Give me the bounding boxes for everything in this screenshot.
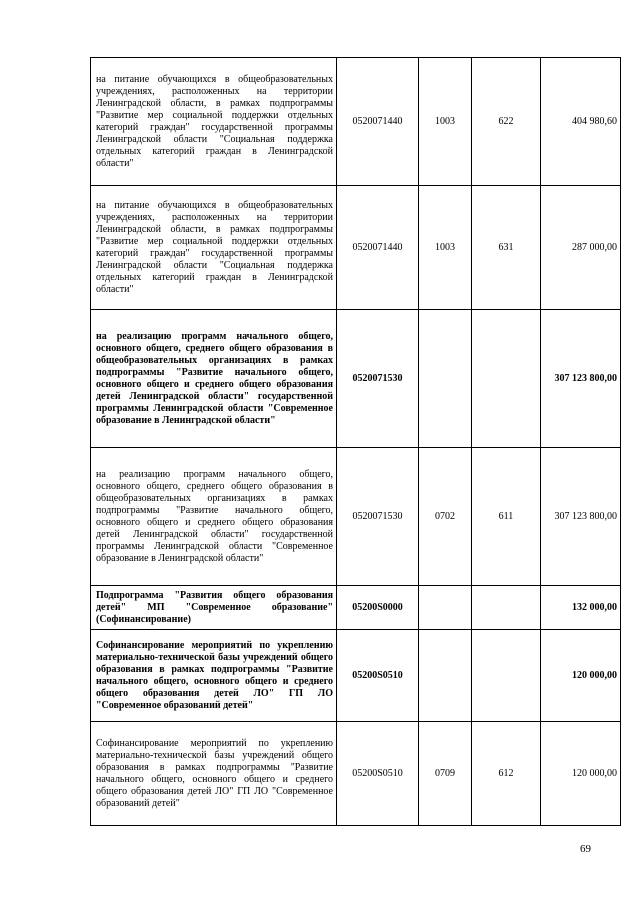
row-expense-type: 612 — [472, 722, 541, 826]
row-section: 1003 — [419, 186, 472, 310]
row-name-cell — [91, 58, 337, 186]
row-name-cell — [91, 186, 337, 310]
table-row — [91, 630, 621, 722]
row-name-cell — [91, 310, 337, 448]
row-section — [419, 630, 472, 722]
row-expense-type: 611 — [472, 448, 541, 586]
row-name-cell — [91, 722, 337, 826]
row-name: Софинансирование мероприятий по укреплению материально-технической базы учреждений общего образования в рамках подпрограммы "Развитие начального общего, основного общего и среднего общего образования детей ЛО" ГП ЛО "Современное образований детей" — [96, 737, 333, 809]
row-name: на питание обучающихся в общеобразовательных учреждениях, расположенных на территории Ленинградской области, в рамках подпрограммы "Развитие мер социальной поддержки отдельных категорий граждан" государственной программы Ленинградской области "Социальная поддержка отдельных категорий граждан в Ленинградской области" — [96, 199, 333, 295]
row-name-cell — [91, 630, 337, 722]
table-row — [91, 448, 621, 586]
row-expense-type: 631 — [472, 186, 541, 310]
row-section: 0702 — [419, 448, 472, 586]
row-expense-type — [472, 310, 541, 448]
table-row — [91, 310, 621, 448]
table-row — [91, 722, 621, 826]
row-name: Софинансирование мероприятий по укреплению материально-технической базы учреждений общего образования в рамках подпрограммы "Развитие начального общего, основного общего и среднего общего образования детей ЛО" ГП ЛО "Современное образований детей" — [96, 639, 333, 711]
row-expense-type — [472, 586, 541, 630]
row-section — [419, 586, 472, 630]
row-section — [419, 310, 472, 448]
row-code: 0520071530 — [337, 310, 419, 448]
row-name-cell — [91, 586, 337, 630]
row-name: на питание обучающихся в общеобразовательных учреждениях, расположенных на территории Ленинградской области, в рамках подпрограммы "Развитие мер социальной поддержки отдельных категорий граждан" государственной программы Ленинградской области "Социальная поддержка отдельных категорий граждан в Ленинградской области" — [96, 73, 333, 169]
row-code: 0520071440 — [337, 58, 419, 186]
row-amount: 404 980,60 — [541, 58, 621, 186]
row-name: на реализацию программ начального общего, основного общего, среднего общего образования в общеобразовательных организациях в рамках подпрограммы "Развитие начального общего, основного общего и среднего общего образования детей Ленинградской области" государственной программы Ленинградской области "Современное образование в Ленинградской области" — [96, 330, 333, 426]
table-row — [91, 186, 621, 310]
row-code: 0520071440 — [337, 186, 419, 310]
row-expense-type: 622 — [472, 58, 541, 186]
row-name-cell — [91, 448, 337, 586]
row-code: 05200S0510 — [337, 722, 419, 826]
row-amount: 307 123 800,00 — [541, 448, 621, 586]
row-code: 05200S0000 — [337, 586, 419, 630]
row-amount: 287 000,00 — [541, 186, 621, 310]
budget-table — [90, 57, 621, 826]
row-amount: 120 000,00 — [541, 722, 621, 826]
row-section: 0709 — [419, 722, 472, 826]
row-code: 05200S0510 — [337, 630, 419, 722]
table-row — [91, 586, 621, 630]
table-row — [91, 58, 621, 186]
row-code: 0520071530 — [337, 448, 419, 586]
row-name: Подпрограмма "Развития общего образования детей" МП "Современное образование" (Софинансирование) — [96, 589, 333, 625]
row-name: на реализацию программ начального общего, основного общего, среднего общего образования в общеобразовательных организациях в рамках подпрограммы "Развитие начального общего, основного общего и среднего общего образования детей Ленинградской области" государственной программы Ленинградской области "Современное образование в Ленинградской области" — [96, 468, 333, 564]
row-section: 1003 — [419, 58, 472, 186]
row-expense-type — [472, 630, 541, 722]
row-amount: 307 123 800,00 — [541, 310, 621, 448]
page-number: 69 — [580, 843, 591, 855]
row-amount: 132 000,00 — [541, 586, 621, 630]
row-amount: 120 000,00 — [541, 630, 621, 722]
